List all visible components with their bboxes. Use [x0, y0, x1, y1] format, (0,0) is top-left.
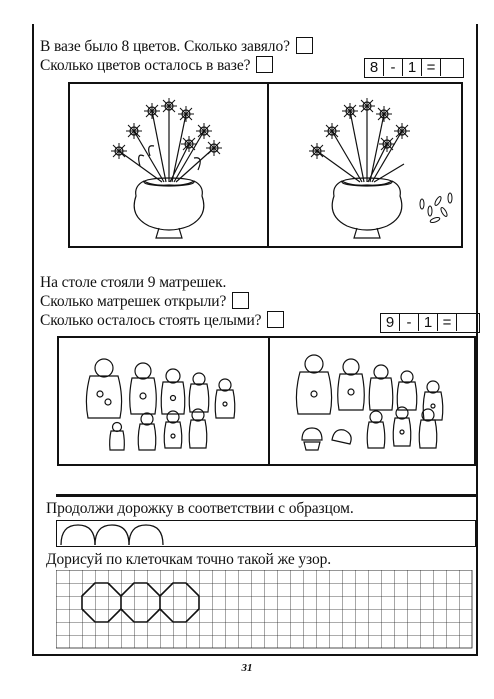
equation-answer-cell[interactable]	[457, 314, 479, 331]
equation-cell: =	[422, 59, 441, 76]
task1-question-line2	[40, 56, 273, 75]
graph-paper-grid[interactable]	[56, 570, 476, 650]
task3-text: Продолжи дорожку в соответствии с образцом.	[46, 500, 354, 517]
task1-line2-text: Сколько цветов осталось в вазе?	[40, 57, 251, 74]
equation-cell: 9	[381, 314, 400, 331]
equation-cell: -	[400, 314, 419, 331]
task2-picture-panel	[57, 336, 476, 466]
graph-paper-with-octagon-pattern	[56, 570, 476, 650]
path-continuation-strip[interactable]	[56, 520, 476, 547]
task2-question-line3	[40, 311, 284, 330]
page-number: 31	[241, 662, 253, 674]
vase-with-eight-flowers-illustration	[74, 86, 264, 246]
task1-answer-box-remaining[interactable]	[256, 56, 273, 73]
task2-line2-text: Сколько матрешек открыли?	[40, 293, 227, 310]
task1-picture-panel	[68, 82, 463, 248]
task1-line1-text: В вазе было 8 цветов. Сколько завяло?	[40, 38, 290, 55]
task2-question-line2	[40, 292, 249, 311]
task1-answer-box-wilted[interactable]	[296, 37, 313, 54]
task2-line3-text: Сколько осталось стоять целыми?	[40, 312, 262, 329]
task2-line1-text: На столе стояли 9 матрешек.	[40, 274, 227, 291]
task2-equation	[380, 313, 480, 333]
task1-equation	[364, 58, 464, 78]
equation-cell: -	[384, 59, 403, 76]
equation-cell: 1	[419, 314, 438, 331]
task2-question-line1	[40, 274, 226, 292]
task4-text: Дорисуй по клеточкам точно такой же узор.	[46, 551, 332, 568]
equation-answer-cell[interactable]	[441, 59, 463, 76]
nine-matryoshka-dolls-illustration	[62, 340, 266, 464]
task2-answer-box-whole[interactable]	[267, 311, 284, 328]
task4-instruction	[46, 551, 331, 569]
equation-cell: 1	[403, 59, 422, 76]
section-divider	[56, 494, 476, 497]
task3-instruction	[46, 500, 354, 518]
equation-cell: 8	[365, 59, 384, 76]
panel-divider	[267, 84, 269, 246]
task2-answer-box-opened[interactable]	[232, 292, 249, 309]
eight-whole-and-one-opened-matryoshka-illustration	[272, 340, 476, 464]
panel-divider	[268, 338, 270, 464]
vase-with-seven-flowers-and-fallen-petals-illustration	[272, 86, 462, 246]
arch-pattern-sample	[57, 521, 475, 546]
equation-cell: =	[438, 314, 457, 331]
task1-question-line1	[40, 37, 313, 56]
